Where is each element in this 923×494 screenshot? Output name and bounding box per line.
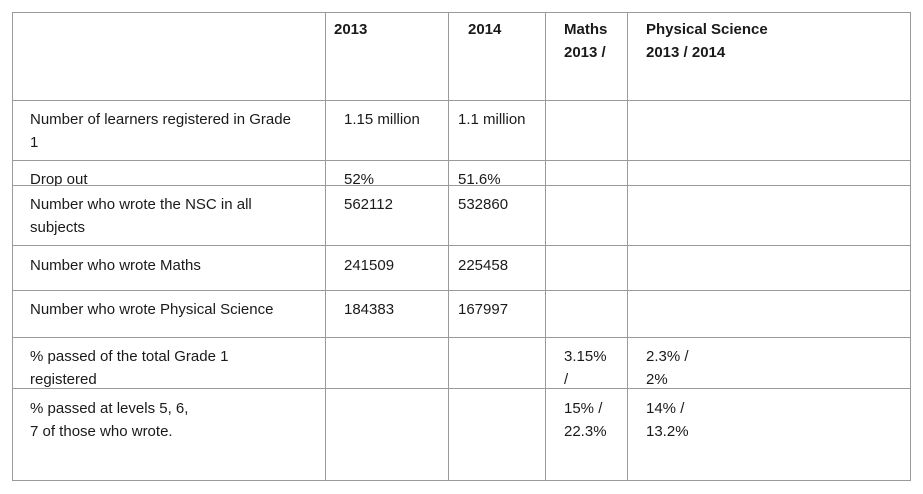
table-rule (12, 12, 911, 13)
table-rule (627, 12, 628, 481)
cell-wrote-physical-science-2013: 184383 (344, 301, 395, 318)
cell-wrote-physical-science-2014: 167997 (458, 301, 509, 318)
table-rule (325, 12, 326, 481)
cell-wrote-maths-2014: 225458 (458, 257, 509, 274)
table-rule (448, 12, 449, 481)
row-label-wrote-maths: Number who wrote Maths (30, 257, 201, 274)
row-label-passed-levels: % passed at levels 5, 6, 7 of those who wrote. (30, 400, 189, 440)
header-2014: 2014 (468, 21, 502, 38)
table-rule (12, 480, 911, 481)
cell-passed-levels-physical-science: 14% / 13.2% (646, 400, 689, 440)
table-rule (12, 12, 13, 481)
row-label-wrote-nsc: Number who wrote the NSC in all subjects (30, 196, 252, 236)
table-rule (12, 160, 911, 161)
header-maths: Maths 2013 / (564, 21, 608, 61)
table-rule (12, 290, 911, 291)
row-label-wrote-physical-science: Number who wrote Physical Science (30, 301, 274, 318)
table-rule (12, 337, 911, 338)
table-rule (910, 12, 911, 481)
cell-drop-out-2014: 51.6% (458, 171, 501, 186)
cell-registered-2014: 1.1 million (458, 111, 526, 128)
cell-passed-levels-maths: 15% / 22.3% (564, 400, 607, 440)
row-label-passed-registered: % passed of the total Grade 1 registered (30, 348, 229, 388)
cell-wrote-nsc-2014: 532860 (458, 196, 509, 213)
cell-passed-registered-maths: 3.15% / (564, 348, 607, 388)
cell-drop-out-2013: 52% (344, 171, 375, 186)
header-2013: 2013 (334, 21, 368, 38)
row-label-registered: Number of learners registered in Grade 1 (30, 111, 291, 151)
table-rule (12, 100, 911, 101)
cell-registered-2013: 1.15 million (344, 111, 420, 128)
cell-wrote-nsc-2013: 562112 (344, 196, 393, 213)
header-physical-science: Physical Science 2013 / 2014 (646, 21, 768, 61)
cell-passed-registered-physical-science: 2.3% / 2% (646, 348, 689, 388)
cell-wrote-maths-2013: 241509 (344, 257, 395, 274)
row-label-drop-out: Drop out (30, 171, 88, 186)
table-rule (545, 12, 546, 481)
table-rule (12, 245, 911, 246)
